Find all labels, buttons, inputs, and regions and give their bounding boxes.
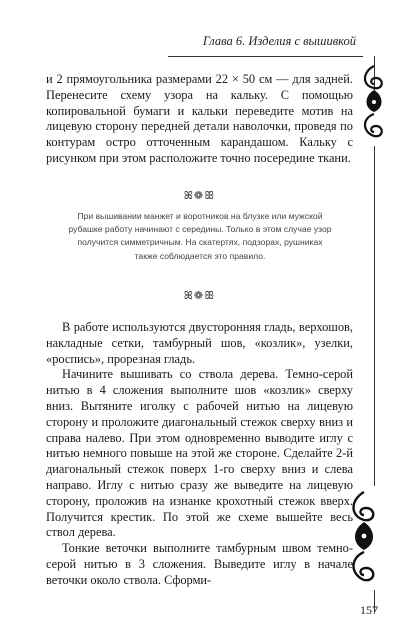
margin-rule-middle bbox=[374, 146, 375, 486]
page-number: 157 bbox=[360, 603, 378, 617]
side-note: При вышивании манжет и воротников на блузке или мужской рубашке работу начинают с середины. Только в этом случае узор получится симметричным. На скатертях, подзорах, рушниках также соблюдается это правило. bbox=[68, 211, 332, 261]
paragraph-2: В работе используются двусторонняя гладь, верхошов, накладные сетки, тамбурный шов, «козлик», узелки, «роспись», прорезная гладь. bbox=[46, 320, 353, 366]
flourish-ornament-top bbox=[358, 62, 390, 142]
paragraph-4: Тонкие веточки выполните тамбурным швом темно-серой нитью в 3 сложения. Выведите иглу в начале веточки около ствола. Сформи- bbox=[46, 541, 353, 587]
paragraph-1: и 2 прямоугольника размерами 22 × 50 см — для задней. Перенесите схему узора на кальку. С помощью копировальной бумаги и кальки переведите мотив на лицевую сторону передней детали наволочки, проведя по контурам остро отточенным карандашом. Кальку с рисунком при этом расположите точно посередине ткани. bbox=[46, 72, 353, 165]
ornamental-divider-top: ꕤ❁ꕥ bbox=[183, 189, 216, 202]
header-rule bbox=[168, 56, 363, 57]
ornamental-divider-bottom: ꕤ❁ꕥ bbox=[183, 289, 216, 302]
paragraph-3: Начините вышивать со ствола дерева. Темно-серой нитью в 4 сложения выполните шов «козлик» сверху вниз. Вытяните иголку с рабочей нитью на лицевую сторону и проложите диагональный стежок сверху вниз и справа налево. При этом одновременно выводите иглу с нитью немного повыше на этой же стороне. Сделайте 2-й диагональный стежок поверх 1-го сверху вниз и слева направо. Иглу с нитью сразу же выведите на лицевую сторону, проложив на изнанке крохотный стежок вверх. Получится крестик. По этой же схеме вышейте весь ствол дерева. bbox=[46, 367, 353, 540]
main-text-block bbox=[46, 320, 353, 589]
running-header: Глава 6. Изделия с вышивкой bbox=[202, 34, 356, 48]
